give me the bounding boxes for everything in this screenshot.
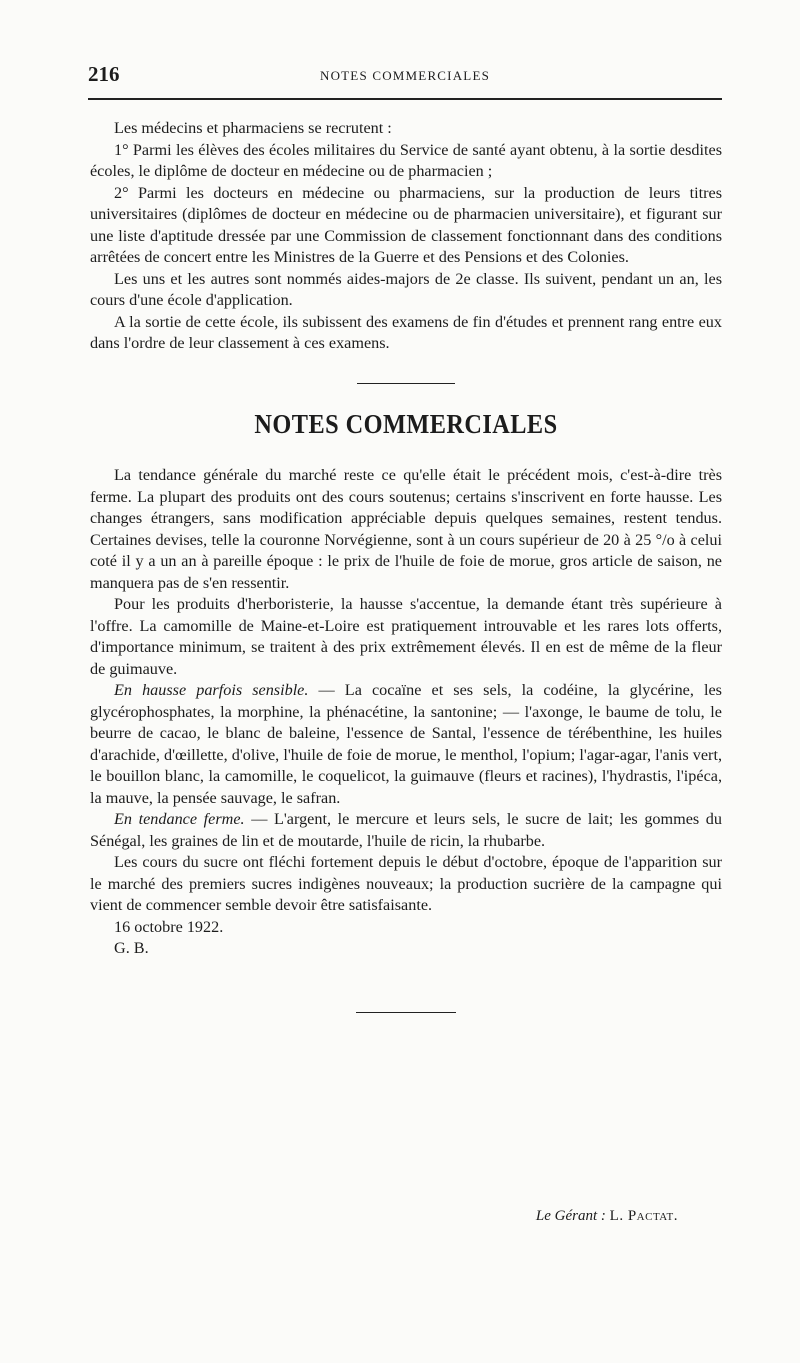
- paragraph: Les uns et les autres sont nommés aides-majors de 2e classe. Ils suivent, pendant un an, les cours d'une école d'application.: [90, 269, 722, 309]
- gerant-line: [536, 1208, 678, 1225]
- signature-date: 16 octobre 1922.: [114, 917, 224, 936]
- paragraph-lead: En hausse parfois sensible.: [114, 681, 309, 699]
- page-body: [90, 118, 722, 1013]
- running-head: NOTES COMMERCIALES: [319, 68, 491, 83]
- paragraph-lead: En tendance ferme.: [114, 810, 245, 828]
- paragraph: Pour les produits d'herboristerie, la hausse s'accentue, la demande étant très supérieure à l'offre. La camomille de Maine-et-Loire est pratiquement introuvable et les rares lots offerts, d'importance minimum, se traitent à des prix extrêmement élevés. Il en est de même de la fleur de guimauve.: [90, 595, 722, 678]
- paragraph: [90, 680, 722, 809]
- paragraph: Les cours du sucre ont fléchi fortement depuis le début d'octobre, époque de l'apparition sur le marché des premiers sucres indigènes nouveaux; la production sucrière de la campagne qui vient de commencer semble devoir être satisfaisante.: [90, 853, 722, 914]
- page-header: [88, 62, 722, 92]
- signature-initials: G. B.: [114, 939, 149, 957]
- header-rule: [88, 98, 722, 100]
- gerant-role: Le Gérant :: [535, 1208, 606, 1224]
- paragraph-text: — L'argent, le mercure et leurs sels, le sucre de lait; les gommes du Sénégal, les graines de lin et de moutarde, l'huile de ricin, la rhubarbe.: [90, 810, 722, 850]
- paragraph: La tendance générale du marché reste ce qu'elle était le précédent mois, c'est-à-dire très ferme. La plupart des produits ont des cours soutenus; certains s'inscrivent en forte hausse. Les changes étrangers, sans modification appréciable depuis quelques semaines, restent tendus. Certaines devises, telle la couronne Norvégienne, sont à un cours supérieur de 20 à 25 °/o à celui coté il y a un an à pareille époque : le prix de l'huile de foie de morue, gros article de saison, ne manquera pas de s'en ressentir.: [90, 466, 722, 592]
- paragraph-text: — La cocaïne et ses sels, la codéine, la glycérine, les glycérophosphates, la morphine, la phénacétine, la santonine; — l'axonge, le baume de tolu, le beurre de cacao, le blanc de baleine, l'essence de Santal, l'essence de térébenthine, les huiles d'arachide, d'œillette, d'olive, l'huile de foie de morue, le menthol, l'opium; l'agar-agar, l'anis vert, le bouillon blanc, la camomille, le coquelicot, la guimauve (fleurs et racines), l'hydrastis, l'ipéca, la mauve, la pensée sauvage, le safran.: [90, 681, 722, 807]
- end-rule: [356, 1012, 456, 1013]
- section-title: NOTES COMMERCIALES: [254, 408, 558, 439]
- paragraph: A la sortie de cette école, ils subissent des examens de fin d'études et prennent rang entre eux dans l'ordre de leur classement à ces examens.: [90, 312, 722, 352]
- paragraph: 1° Parmi les élèves des écoles militaires du Service de santé ayant obtenu, à la sortie desdites écoles, le diplôme de docteur en médecine ou de pharmacien ;: [90, 140, 722, 180]
- paragraph: 2° Parmi les docteurs en médecine ou pharmaciens, sur la production de leurs titres universitaires (diplômes de docteur en médecine ou de pharmacien universitaire), et figurant sur une liste d'aptitude dressée par une Commission de classement fonctionnant dans des conditions arrêtées de concert entre les Ministres de la Guerre et des Pensions et des Colonies.: [90, 183, 722, 266]
- paragraph: [90, 809, 722, 852]
- gerant-name: L. Pactat.: [609, 1208, 678, 1224]
- page-number: 216: [88, 62, 120, 86]
- section-divider: [357, 383, 455, 384]
- paragraph: Les médecins et pharmaciens se recrutent :: [114, 119, 392, 137]
